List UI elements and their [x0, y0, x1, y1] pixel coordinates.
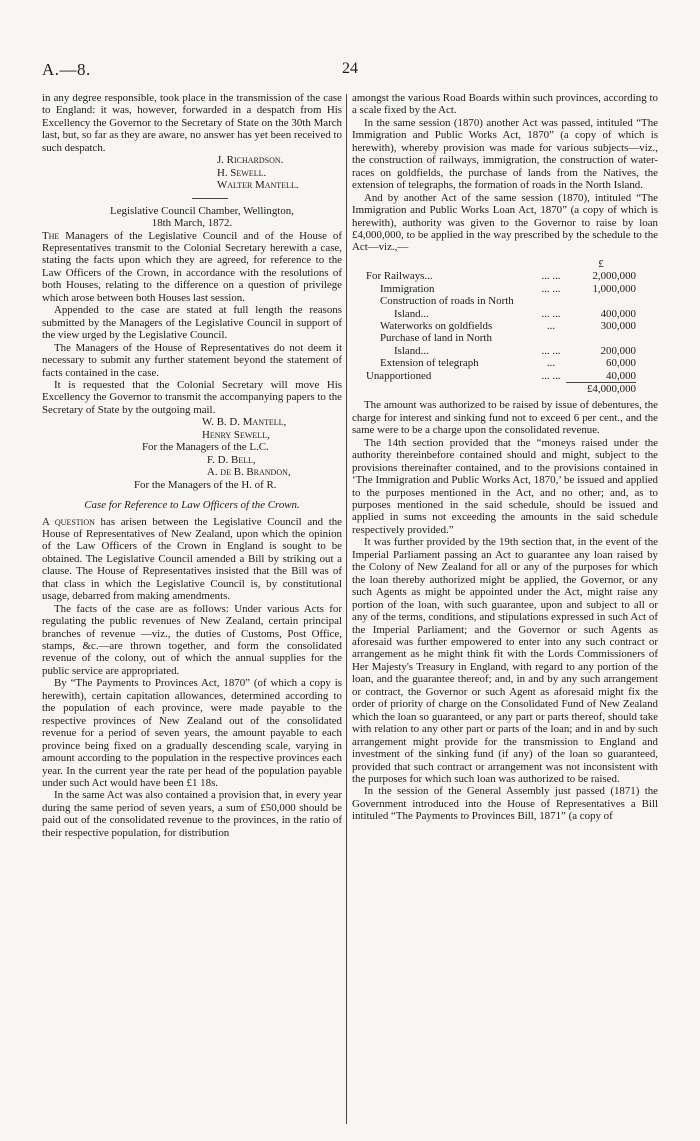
- signatory: F. D. Bell,: [207, 453, 256, 466]
- signatory: J. Richardson.: [217, 154, 284, 167]
- lead-word: The: [42, 229, 60, 242]
- paragraph: In the same Act was also contained a provision that, in every year during the same period of seven years, a sum of £50,000 should be paid out of the consolidated revenue to the provinces, in the ratio of their respective population, for distribution: [42, 789, 342, 839]
- paragraph: And by another Act of the same session (1870), intituled “The Immigration and Public Works Loan Act, 1870” (a copy of which is herewith), authority was given to the Governor to raise by loan £4,000,000, to be applied in the way prescribed by the schedule to the Act—viz.,—: [352, 191, 658, 254]
- loan-schedule-table: [366, 258, 636, 395]
- date-line: 18th March, 1872.: [151, 217, 233, 230]
- leader-dots: ...: [546, 319, 556, 332]
- row-amount: 1,000,000: [592, 282, 636, 295]
- signatory: H. Sewell.: [217, 166, 267, 179]
- signatory: Henry Sewell,: [202, 428, 270, 441]
- table-row: [366, 357, 636, 369]
- schedule-total: £4,000,000: [566, 382, 636, 395]
- table-total-row: [366, 382, 636, 395]
- separator-rule: [192, 198, 228, 199]
- paragraph: It is requested that the Colonial Secretary will move His Excellency the Governor to transmit the accompanying papers to the Secretary of State by the outgoing mail.: [42, 378, 342, 416]
- row-amount: [566, 332, 636, 344]
- signatory-role: For the Managers of the L.C.: [142, 441, 269, 454]
- paragraph: The facts of the case are as follows: Under various Acts for regulating the public revenues of New Zealand, certain principal branches of revenue —viz., the duties of Customs, Post Office, stamps, &c.—are thrown together, and form the consolidated revenue of the colony, out of which the annual supplies for the public service are appropriated.: [42, 602, 342, 677]
- signatory: Walter Mantell.: [217, 179, 299, 192]
- row-label: Purchase of land in North: [380, 332, 492, 345]
- row-label: Immigration: [380, 282, 435, 295]
- section-caption: Case for Reference to Law Officers of the Crown.: [84, 499, 300, 512]
- signatory-role: For the Managers of the H. of R.: [134, 478, 277, 491]
- leader-dots: ... ...: [541, 307, 561, 320]
- table-row: [366, 283, 636, 295]
- row-label: Unapportioned: [366, 369, 432, 382]
- row-amount: 400,000: [600, 307, 636, 320]
- table-row: [366, 308, 636, 320]
- row-label: Island...: [394, 344, 429, 357]
- leader-dots: ... ...: [541, 369, 561, 382]
- signatory: A. de B. Brandon,: [207, 466, 291, 479]
- signatory: W. B. D. Mantell,: [202, 416, 287, 429]
- leader-dots: ... ...: [541, 282, 561, 295]
- row-amount: 300,000: [600, 319, 636, 332]
- place-line: Legislative Council Chamber, Wellington,: [110, 204, 294, 217]
- paragraph: has arisen between the Legislative Council and the House of Representatives of New Zealand, upon which the opinion of the Law Officers of the Crown in England is sought to be obtained. The Legislative Council amended a Bill by striking out a clause. The House of Representatives insisted that the Bill was of that class in which the Legislative Council is, by constitutional usage, debarred from making amendments.: [42, 515, 342, 603]
- right-column: [352, 92, 658, 823]
- paragraph: By “The Payments to Provinces Act, 1870” (of which a copy is herewith), certain capitation allowances, determined according to the population of each province, were made payable to the respective provinces of New Zealand out of the consolidated revenue for a period of seven years, the amount payable to each province being fixed on a gradually descending scale, varying in amount according to the population in the respective provinces each year. In the current year the rate per head of the population payable under such Act would have been £1 18s.: [42, 677, 342, 790]
- table-row: [366, 345, 636, 357]
- row-label: Island...: [394, 307, 429, 320]
- left-column: [42, 92, 342, 839]
- paragraph: The 14th section provided that the “moneys raised under the authority thereinbefore contained should and might, subject to the provisions thereinafter contained, and to the provisions contained in ‘The Immigration and Public Works Act, 1870,’ be issued and applied to the purposes mentioned in the Act, and no other; and, as to purposes mentioned in the said schedule, should be issued and applied in sums not exceeding the amounts in the said schedule respectively provided.”: [352, 436, 658, 536]
- paragraph: Managers of the Legislative Council and of the House of Representatives transmit to the Colonial Secretary herewith a case, stating the facts upon which they are agreed, for reference to the Law Officers of the Crown, in accordance with the resolutions of both Houses, relating to the difference on a question of privilege which arose between both Houses last session.: [42, 229, 342, 304]
- document-reference: A.—8.: [42, 60, 91, 79]
- paragraph: Appended to the case are stated at full length the reasons submitted by the Managers of the Legislative Council in support of the view urged by the Legislative Council.: [42, 304, 342, 342]
- table-row: [366, 332, 636, 344]
- paragraph: The amount was authorized to be raised by issue of debentures, the charge for interest and sinking fund not to exceed 6 per cent., and the same were to be a charge upon the consolidated revenue.: [352, 399, 658, 437]
- row-label: Waterworks on goldfields: [380, 319, 493, 332]
- table-row: [366, 370, 636, 383]
- row-amount: 2,000,000: [592, 270, 636, 283]
- row-label: Construction of roads in North: [380, 295, 514, 308]
- paragraph: The Managers of the House of Representatives do not deem it necessary to submit any further statement beyond the statement of facts contained in the case.: [42, 341, 342, 379]
- leader-dots: ... ...: [541, 344, 561, 357]
- row-label: For Railways...: [366, 270, 433, 283]
- currency-symbol: £: [598, 257, 604, 270]
- row-amount: [566, 295, 636, 307]
- row-amount: 200,000: [600, 344, 636, 357]
- paragraph: in any degree responsible, took place in the transmission of the case to England: it was, however, forwarded in a despatch from His Excellency the Governor to the Secretary of State on the 30th March last, but, so far as they are aware, no answer has yet been received to such despatch.: [42, 92, 342, 154]
- row-label: Extension of telegraph: [380, 357, 479, 370]
- page-number: 24: [342, 60, 358, 77]
- table-row: [366, 320, 636, 332]
- table-row: [366, 270, 636, 282]
- lead-word: A question: [42, 515, 95, 528]
- row-amount: 60,000: [606, 357, 636, 370]
- paragraph: In the session of the General Assembly just passed (1871) the Government introduced into the House of Representatives a Bill intituled “The Payments to Provinces Bill, 1871” (a copy of: [352, 785, 658, 823]
- paragraph: It was further provided by the 19th section that, in the event of the Imperial Parliament passing an Act to guarantee any loan raised by the Colony of New Zealand for all or any of the purposes for which the loan thereby authorized might be applied, the Governor, or any such Agents as might be appointed under the Act, might raise any portion of the loan, with such guarantee, upon and subject to all or any of the terms, conditions, and stipulations expressed in such Act of the Imperial Parliament; and the Governor or such Agents as aforesaid was further empowered to enter into any such contract or arrangement as he might think fit with the Lords Commissioners of Her Majesty's Treasury in England, with regard to any portion of the loan, and the guarantee thereof; and, in and by any such arrangement or contract, the Governor or such Agent as aforesaid might fix the order of priority of charge on the Consolidated Fund of New Zealand which the loan so guaranteed, or any part or parts thereof, should take with relation to any other part or parts of the loan; and in and by such arrangement might provide for the transmission to England and investment of the sinking fund (if any) of the loan so guaranteed, provided that such contract or arrangement was not inconsistent with the purposes for which such loan was authorized to be raised.: [352, 536, 658, 785]
- leader-dots: ... ...: [541, 270, 561, 283]
- table-row: [366, 295, 636, 307]
- column-divider: [346, 94, 347, 1124]
- leader-dots: ...: [546, 357, 556, 370]
- paragraph: In the same session (1870) another Act was passed, intituled “The Immigration and Public Works Act, 1870” (a copy of which is herewith), whereby provision was made for various subjects—viz., the construction of railways, immigration, the construction of water-races on goldfields, the purchase of lands from the Natives, the extension of telegraphs, the formation of roads in the North Island.: [352, 116, 658, 192]
- paragraph: amongst the various Road Boards within such provinces, according to a scale fixed by the Act.: [352, 92, 658, 117]
- row-amount: 40,000: [606, 369, 636, 382]
